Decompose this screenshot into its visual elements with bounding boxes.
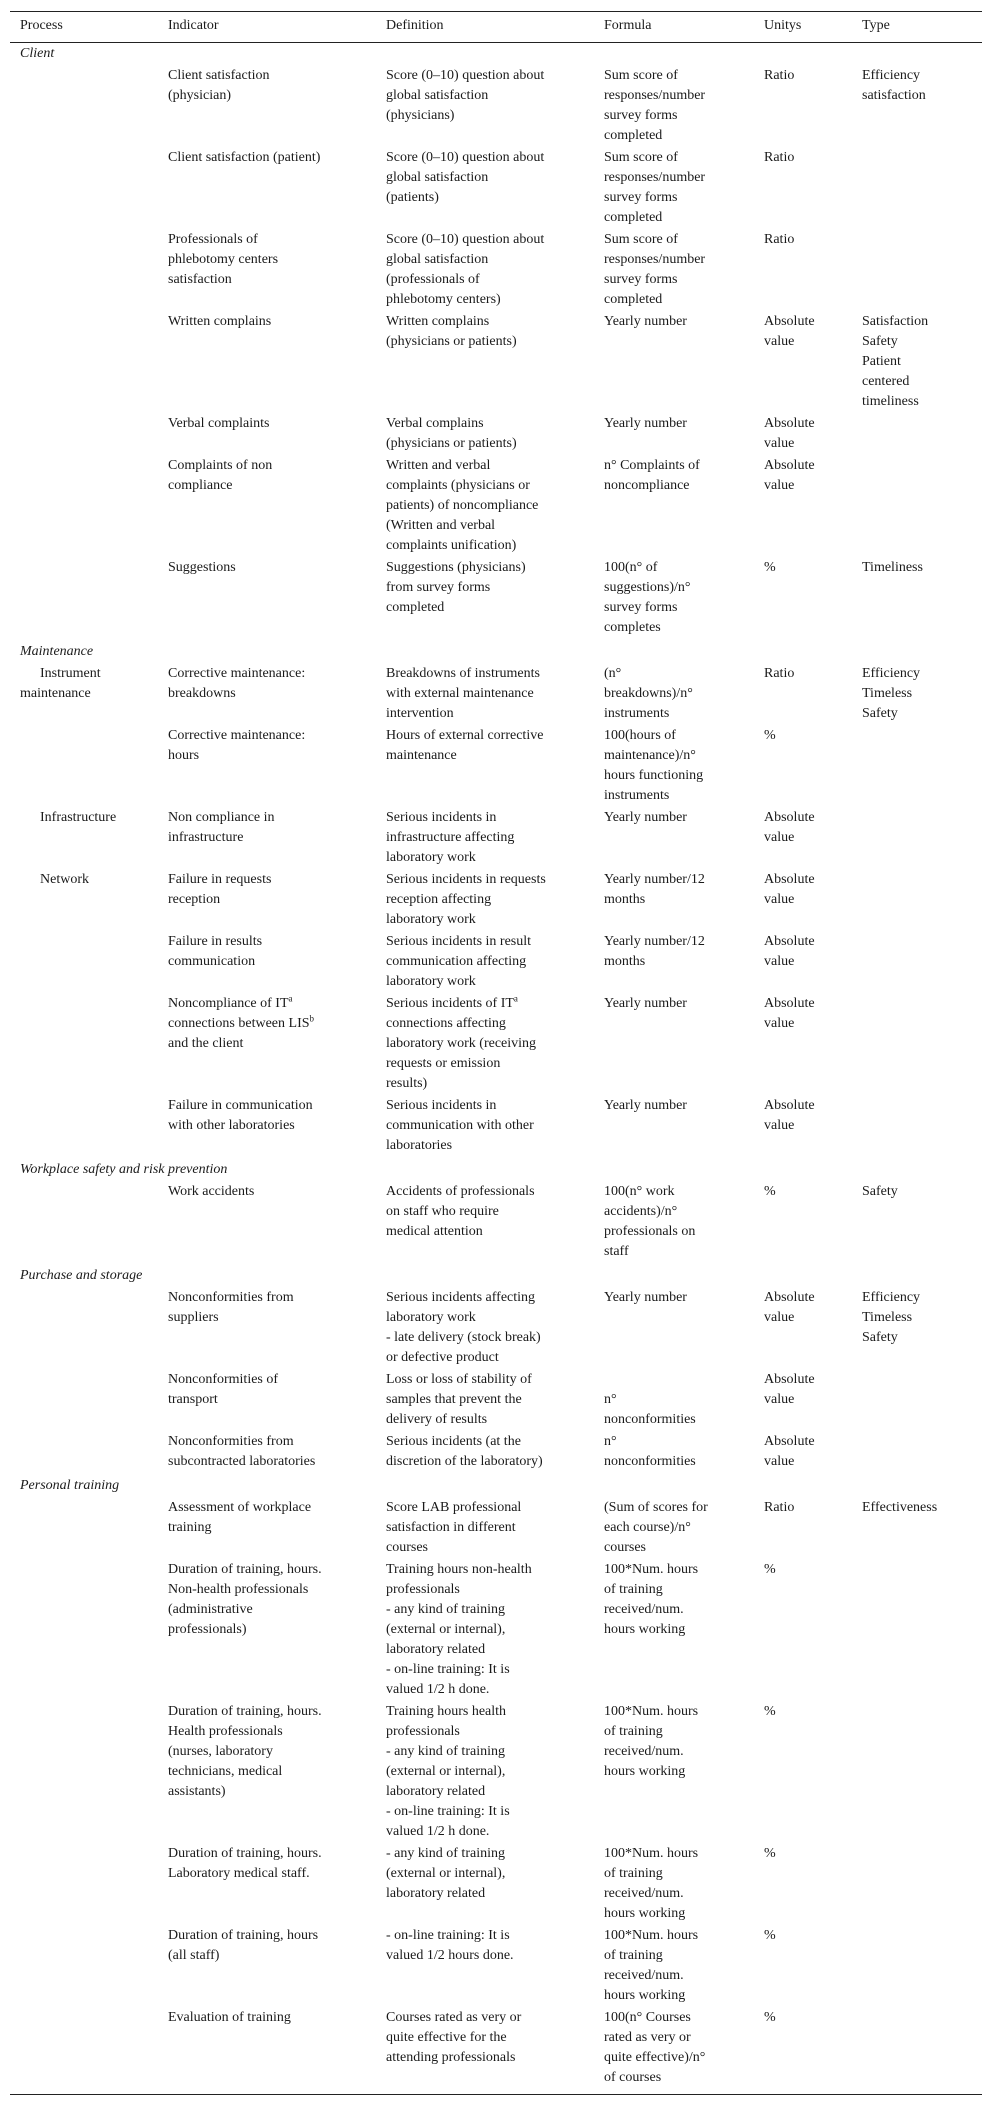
header-unit: Unitys (764, 18, 802, 33)
section-purchase-storage: Purchase and storage (20, 1268, 143, 1283)
header-formula: Formula (604, 18, 652, 33)
indicator-cell: Failure in results communication (168, 934, 263, 969)
formula-cell: Yearly number (604, 416, 687, 431)
formula-cell: (n° breakdowns)/n° instruments (604, 666, 693, 721)
unit-cell: Absolute value (764, 810, 815, 845)
definition-cell (386, 994, 586, 1094)
type-cell: Safety (862, 1184, 898, 1199)
unit-cell: Ratio (764, 1500, 795, 1515)
indicator-line: Noncompliance of IT (168, 996, 289, 1011)
unit-cell: % (764, 560, 776, 575)
formula-cell: 100*Num. hours of training received/num. hours working (604, 1704, 699, 1779)
definition-cell: Serious incidents in communication with other laboratories (386, 1098, 534, 1153)
process-cell: Network (40, 872, 89, 887)
definition-cell: Serious incidents in requests reception affecting laboratory work (386, 872, 546, 927)
indicator-cell: Evaluation of training (168, 2010, 291, 2025)
unit-cell: Absolute value (764, 1372, 815, 1407)
definition-cell: Score (0–10) question about global satisfaction (patients) (386, 150, 545, 205)
unit-cell: % (764, 1704, 776, 1719)
definition-cell: Serious incidents (at the discretion of the laboratory) (386, 1434, 543, 1469)
section-client: Client (20, 46, 55, 61)
unit-cell: Ratio (764, 666, 795, 681)
formula-cell: 100(n° Courses rated as very or quite effective)/n° of courses (604, 2010, 706, 2085)
indicator-cell: Nonconformities from suppliers (168, 1290, 294, 1325)
unit-cell: Absolute value (764, 872, 815, 907)
footnote-mark-a: a (288, 993, 293, 1004)
definition-cell: Suggestions (physicians) from survey forms completed (386, 560, 526, 615)
unit-cell: % (764, 1562, 776, 1577)
formula-cell: 100(n° of suggestions)/n° survey forms completes (604, 560, 691, 635)
unit-cell: % (764, 1846, 776, 1861)
indicator-cell (168, 994, 373, 1054)
section-workplace-safety: Workplace safety and risk prevention (20, 1162, 228, 1177)
indicator-cell: Nonconformities from subcontracted laboratories (168, 1434, 316, 1469)
indicator-cell: Written complains (168, 314, 272, 329)
type-cell: Timeliness (862, 560, 923, 575)
formula-cell: 100*Num. hours of training received/num. hours working (604, 1928, 699, 2003)
definition-cell: - any kind of training (external or internal), laboratory related (386, 1846, 506, 1901)
formula-cell: Yearly number (604, 1098, 687, 1113)
indicator-cell: Non compliance in infrastructure (168, 810, 275, 845)
definition-cell: Training hours non-health professionals - any kind of training (external or internal), laboratory related - on-line training: It is valued 1/2 h done. (386, 1562, 532, 1697)
formula-cell: n° Complaints of noncompliance (604, 458, 700, 493)
formula-cell: Yearly number (604, 996, 687, 1011)
indicator-line: connections between LIS (168, 1016, 310, 1031)
definition-cell: Training hours health professionals - any kind of training (external or internal), laboratory related - on-line training: It is valued 1/2 h done. (386, 1704, 510, 1839)
header-definition: Definition (386, 18, 444, 33)
indicator-cell: Failure in requests reception (168, 872, 272, 907)
formula-cell: n° nonconformities (604, 1434, 696, 1469)
unit-cell: % (764, 728, 776, 743)
formula-cell: Sum score of responses/number survey forms completed (604, 68, 706, 143)
unit-cell: % (764, 1184, 776, 1199)
definition-cell: Score (0–10) question about global satisfaction (physicians) (386, 68, 545, 123)
type-cell: Efficiency satisfaction (862, 68, 926, 103)
formula-cell: (Sum of scores for each course)/n° courses (604, 1500, 708, 1555)
formula-cell: 100*Num. hours of training received/num. hours working (604, 1562, 699, 1637)
unit-cell: Ratio (764, 232, 795, 247)
indicator-line: and the client (168, 1036, 244, 1051)
formula-cell: Sum score of responses/number survey forms completed (604, 232, 706, 307)
type-cell: Effectiveness (862, 1500, 938, 1515)
definition-cell: Courses rated as very or quite effective for the attending professionals (386, 2010, 522, 2065)
indicator-cell: Nonconformities of transport (168, 1372, 279, 1407)
type-cell: Satisfaction Safety Patient centered timeliness (862, 314, 929, 409)
header-rule (10, 42, 982, 43)
unit-cell: % (764, 2010, 776, 2025)
header-type: Type (862, 18, 890, 33)
header-process: Process (20, 18, 63, 33)
formula-cell: 100*Num. hours of training received/num. hours working (604, 1846, 699, 1921)
definition-cell: Hours of external corrective maintenance (386, 728, 544, 763)
indicator-cell: Assessment of workplace training (168, 1500, 312, 1535)
type-cell: Efficiency Timeless Safety (862, 1290, 921, 1345)
definition-cell: Written complains (physicians or patients) (386, 314, 517, 349)
formula-cell: Sum score of responses/number survey forms completed (604, 150, 706, 225)
indicator-cell: Client satisfaction (patient) (168, 150, 321, 165)
header-indicator: Indicator (168, 18, 219, 33)
indicator-cell: Professionals of phlebotomy centers satisfaction (168, 232, 279, 287)
definition-cell: Breakdowns of instruments with external maintenance intervention (386, 666, 540, 721)
formula-cell: 100(n° work accidents)/n° professionals on staff (604, 1184, 696, 1259)
definition-cell: Serious incidents in result communication affecting laboratory work (386, 934, 532, 989)
bottom-rule (10, 2094, 982, 2095)
top-rule (10, 11, 982, 12)
formula-cell: Yearly number/12 months (604, 872, 705, 907)
formula-cell: n° nonconformities (604, 1392, 696, 1427)
unit-cell: Absolute value (764, 934, 815, 969)
footnote-mark-b: b (309, 1013, 315, 1024)
indicator-cell: Corrective maintenance: hours (168, 728, 306, 763)
formula-cell: 100(hours of maintenance)/n° hours functioning instruments (604, 728, 704, 803)
indicator-cell: Client satisfaction (physician) (168, 68, 270, 103)
formula-cell: Yearly number (604, 1290, 687, 1305)
indicator-cell: Duration of training, hours. Non-health professionals (administrative professionals) (168, 1562, 322, 1637)
formula-cell: Yearly number/12 months (604, 934, 705, 969)
indicator-cell: Duration of training, hours. Health professionals (nurses, laboratory technicians, medical assistants) (168, 1704, 322, 1799)
section-maintenance: Maintenance (20, 644, 94, 659)
unit-cell: Absolute value (764, 996, 815, 1031)
definition-cell: - on-line training: It is valued 1/2 hours done. (386, 1928, 514, 1963)
unit-cell: Absolute value (764, 1098, 815, 1133)
process-cell: Infrastructure (40, 810, 117, 825)
section-personal-training: Personal training (20, 1478, 120, 1493)
indicator-cell: Duration of training, hours. Laboratory medical staff. (168, 1846, 322, 1881)
indicator-cell: Work accidents (168, 1184, 255, 1199)
indicator-cell: Duration of training, hours (all staff) (168, 1928, 319, 1963)
definition-cell: Accidents of professionals on staff who require medical attention (386, 1184, 535, 1239)
definition-cell: Score LAB professional satisfaction in different courses (386, 1500, 522, 1555)
type-cell: Efficiency Timeless Safety (862, 666, 921, 721)
indicator-cell: Complaints of non compliance (168, 458, 273, 493)
indicator-cell: Failure in communication with other laboratories (168, 1098, 313, 1133)
definition-cell: Written and verbal complaints (physicians or patients) of noncompliance (Written and verbal complaints unification) (386, 458, 539, 553)
definition-rest: connections affecting laboratory work (receiving requests or emission results) (386, 1016, 537, 1091)
definition-cell: Loss or loss of stability of samples that prevent the delivery of results (386, 1372, 532, 1427)
unit-cell: Absolute value (764, 1290, 815, 1325)
process-cell: Instrument maintenance (20, 666, 101, 701)
indicator-cell: Corrective maintenance: breakdowns (168, 666, 306, 701)
unit-cell: Absolute value (764, 458, 815, 493)
unit-cell: Ratio (764, 68, 795, 83)
unit-cell: Absolute value (764, 416, 815, 451)
formula-cell: Yearly number (604, 810, 687, 825)
footnote-mark-a: a (513, 993, 518, 1004)
definition-cell: Verbal complains (physicians or patients) (386, 416, 517, 451)
definition-cell: Score (0–10) question about global satisfaction (professionals of phlebotomy centers) (386, 232, 545, 307)
definition-cell: Serious incidents affecting laboratory work - late delivery (stock break) or defective product (386, 1290, 541, 1365)
indicator-cell: Suggestions (168, 560, 236, 575)
definition-cell: Serious incidents in infrastructure affecting laboratory work (386, 810, 515, 865)
unit-cell: % (764, 1928, 776, 1943)
unit-cell: Absolute value (764, 314, 815, 349)
unit-cell: Absolute value (764, 1434, 815, 1469)
unit-cell: Ratio (764, 150, 795, 165)
indicator-cell: Verbal complaints (168, 416, 270, 431)
formula-cell: Yearly number (604, 314, 687, 329)
definition-line: Serious incidents of IT (386, 996, 514, 1011)
